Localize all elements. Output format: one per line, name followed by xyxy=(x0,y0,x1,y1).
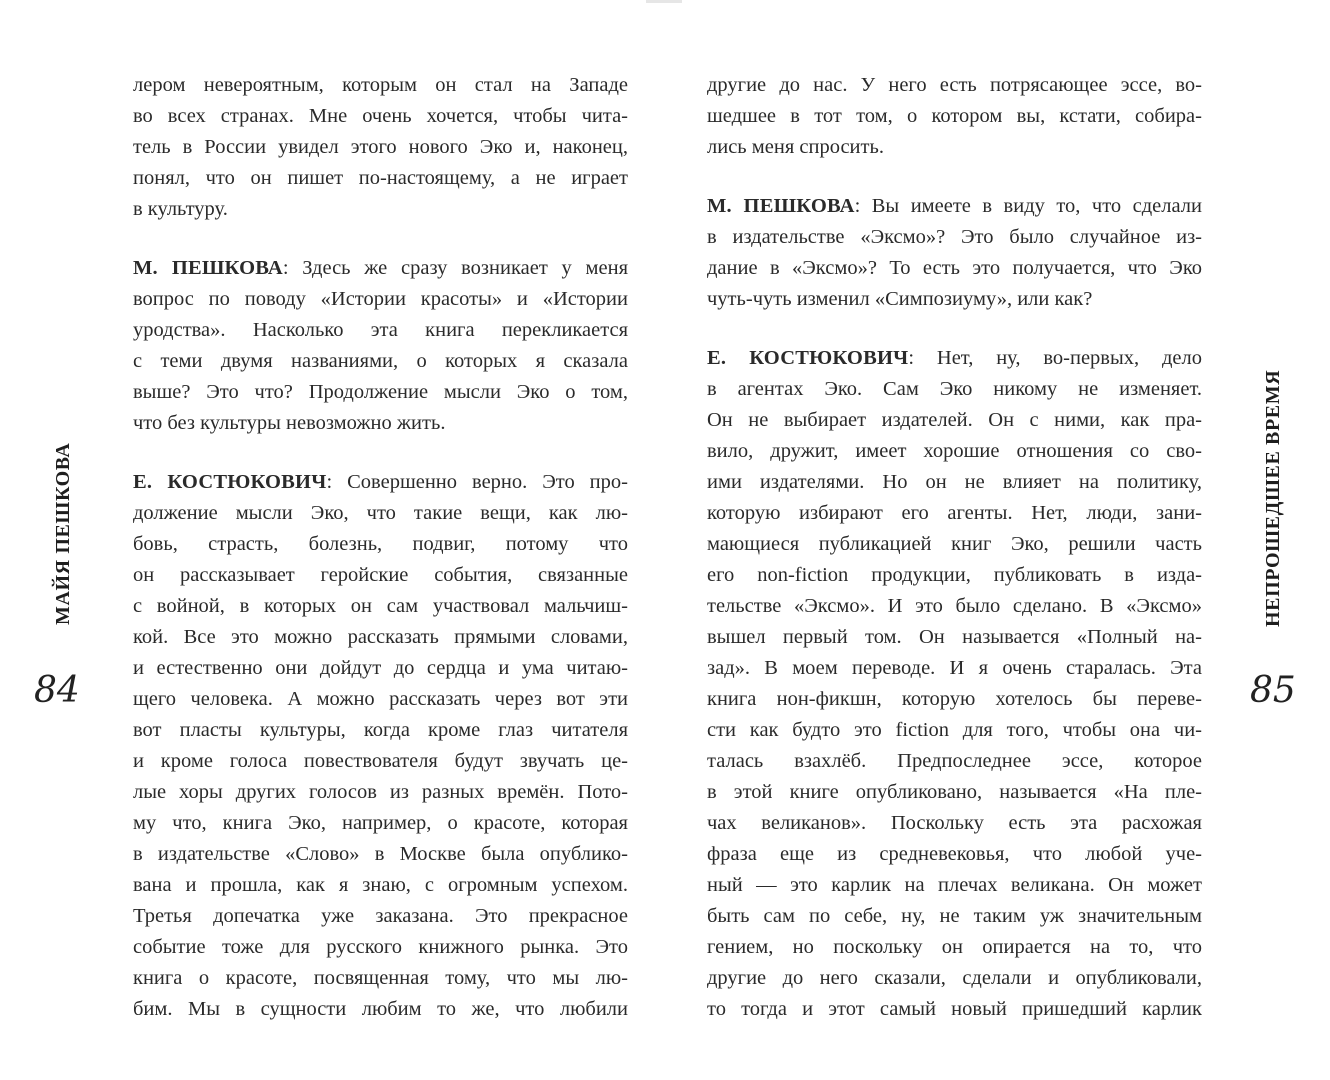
text-line xyxy=(133,101,628,132)
text-line xyxy=(707,343,1202,374)
left-page-text xyxy=(133,70,628,1025)
text-line xyxy=(707,684,1202,715)
text-line xyxy=(707,529,1202,560)
line-text: : Нет, ну, во-первых, дело xyxy=(908,347,1202,369)
text-line xyxy=(707,222,1202,253)
text-line xyxy=(707,870,1202,901)
line-text: лые хоры других голосов из разных времён. Пото- xyxy=(133,781,628,803)
line-text: вышел первый том. Он называется «Полный на- xyxy=(707,626,1202,648)
line-text: которую избирают его агенты. Нет, люди, зани- xyxy=(707,502,1202,524)
line-text: другие до нас. У него есть потрясающее эссе, во- xyxy=(707,74,1202,96)
line-text: чуть-чуть изменил «Симпозиуму», или как? xyxy=(707,288,1093,310)
page-number-right: 85 xyxy=(1250,670,1296,711)
speaker-name: М. ПЕШКОВА xyxy=(707,195,855,217)
line-text: то тогда и этот самый новый пришедший карлик xyxy=(707,998,1202,1020)
text-line xyxy=(133,808,628,839)
line-text: гением, но поскольку он опирается на то, что xyxy=(707,936,1202,958)
line-text: вило, дружит, имеет хорошие отношения со сво- xyxy=(707,440,1202,462)
paragraph-gap xyxy=(133,439,628,467)
right-page-text xyxy=(707,70,1202,1025)
text-line xyxy=(707,715,1202,746)
text-line xyxy=(133,377,628,408)
line-text: вана и прошла, как я знаю, с огромным успехом. xyxy=(133,874,628,896)
text-line xyxy=(133,622,628,653)
line-text: Третья допечатка уже заказана. Это прекрасное xyxy=(133,905,628,927)
line-text: вот пласты культуры, когда кроме глаз читателя xyxy=(133,719,628,741)
text-line xyxy=(707,560,1202,591)
line-text: и кроме голоса повествователя будут звучать це- xyxy=(133,750,628,772)
paragraph-gap xyxy=(133,225,628,253)
text-line xyxy=(133,408,628,439)
text-line xyxy=(133,560,628,591)
line-text: в культуру. xyxy=(133,198,228,220)
line-text: понял, что он пишет по-настоящему, а не играет xyxy=(133,167,628,189)
speaker-name: М. ПЕШКОВА xyxy=(133,257,283,279)
text-line xyxy=(707,932,1202,963)
text-line xyxy=(133,901,628,932)
speaker-name: Е. КОСТЮКОВИЧ xyxy=(133,471,327,493)
text-line xyxy=(133,529,628,560)
line-text: : Совершенно верно. Это про- xyxy=(326,471,628,493)
line-text: сти как будто это fiction для того, чтобы она чи- xyxy=(707,719,1202,741)
line-text: быть сам по себе, ну, не таким уж значительным xyxy=(707,905,1202,927)
line-text: в агентах Эко. Сам Эко никому не изменяет. xyxy=(707,378,1202,400)
text-line xyxy=(707,132,1202,163)
line-text: лером невероятным, которым он стал на Западе xyxy=(133,74,628,96)
page-number-left: 84 xyxy=(34,670,80,711)
running-head-right: НЕПРОШЕДШЕЕ ВРЕМЯ xyxy=(1262,369,1284,627)
text-line xyxy=(707,191,1202,222)
line-text: событие тоже для русского книжного рынка. Это xyxy=(133,936,628,958)
spine-mark xyxy=(646,0,682,3)
line-text: выше? Это что? Продолжение мысли Эко о том, xyxy=(133,381,628,403)
text-line xyxy=(707,746,1202,777)
line-text: его non-fiction продукции, публиковать в изда- xyxy=(707,564,1202,586)
text-line xyxy=(707,839,1202,870)
text-line xyxy=(133,194,628,225)
line-text: фраза еще из средневековья, что любой уче- xyxy=(707,843,1202,865)
line-text: Он не выбирает издателей. Он с ними, как пра- xyxy=(707,409,1202,431)
line-text: он рассказывает геройские события, связанные xyxy=(133,564,628,586)
line-text: шедшее в тот том, о котором вы, кстати, собира- xyxy=(707,105,1202,127)
text-line xyxy=(707,653,1202,684)
text-line xyxy=(133,870,628,901)
line-text: ный — это карлик на плечах великана. Он может xyxy=(707,874,1202,896)
text-line xyxy=(707,777,1202,808)
line-text: чах великанов». Поскольку есть эта расхожая xyxy=(707,812,1202,834)
text-line xyxy=(133,163,628,194)
line-text: зад». В моем переводе. И я очень старалась. Эта xyxy=(707,657,1202,679)
line-text: му что, книга Эко, например, о красоте, которая xyxy=(133,812,628,834)
line-text: в издательстве «Слово» в Москве была опублико- xyxy=(133,843,628,865)
text-line xyxy=(707,808,1202,839)
line-text: уродства». Насколько эта книга перекликается xyxy=(133,319,628,341)
text-line xyxy=(133,746,628,777)
line-text: тельстве «Эксмо». И это было сделано. В «Эксмо» xyxy=(707,595,1202,617)
line-text: дание в «Эксмо»? То есть это получается, что Эко xyxy=(707,257,1202,279)
line-text: должение мысли Эко, что такие вещи, как лю- xyxy=(133,502,628,524)
line-text: мающиеся публикацией книг Эко, решили часть xyxy=(707,533,1202,555)
text-line xyxy=(707,467,1202,498)
text-line xyxy=(133,684,628,715)
text-line xyxy=(707,436,1202,467)
paragraph-gap xyxy=(707,315,1202,343)
line-text: книга нон-фикшн, которую хотелось бы переве- xyxy=(707,688,1202,710)
text-line xyxy=(133,70,628,101)
text-line xyxy=(133,315,628,346)
text-line xyxy=(707,591,1202,622)
line-text: с теми двумя названиями, о которых я сказала xyxy=(133,350,628,372)
text-line xyxy=(133,777,628,808)
line-text: бим. Мы в сущности любим то же, что любили xyxy=(133,998,628,1020)
text-line xyxy=(133,653,628,684)
text-line xyxy=(133,253,628,284)
line-text: тель в России увидел этого нового Эко и, наконец, xyxy=(133,136,628,158)
text-line xyxy=(707,101,1202,132)
line-text: что без культуры невозможно жить. xyxy=(133,412,446,434)
line-text: вопрос по поводу «Истории красоты» и «Истории xyxy=(133,288,628,310)
line-text: талась взахлёб. Предпоследнее эссе, которое xyxy=(707,750,1202,772)
speaker-name: Е. КОСТЮКОВИЧ xyxy=(707,347,909,369)
text-line xyxy=(133,839,628,870)
paragraph-gap xyxy=(707,163,1202,191)
text-line xyxy=(133,591,628,622)
text-line xyxy=(707,374,1202,405)
line-text: другие до него сказали, сделали и опубликовали, xyxy=(707,967,1202,989)
text-line xyxy=(707,253,1202,284)
text-line xyxy=(133,132,628,163)
text-line xyxy=(707,994,1202,1025)
line-text: лись меня спросить. xyxy=(707,136,884,158)
line-text: в издательстве «Эксмо»? Это было случайное из- xyxy=(707,226,1202,248)
line-text: в этой книге опубликовано, называется «На пле- xyxy=(707,781,1202,803)
text-line xyxy=(707,405,1202,436)
text-line xyxy=(707,901,1202,932)
text-line xyxy=(133,963,628,994)
line-text: книга о красоте, посвященная тому, что мы лю- xyxy=(133,967,628,989)
text-line xyxy=(133,994,628,1025)
text-line xyxy=(707,963,1202,994)
line-text: с войной, в которых он сам участвовал мальчиш- xyxy=(133,595,628,617)
line-text: : Здесь же сразу возникает у меня xyxy=(282,257,628,279)
line-text: бовь, страсть, болезнь, подвиг, потому что xyxy=(133,533,628,555)
text-line xyxy=(707,284,1202,315)
text-line xyxy=(707,498,1202,529)
text-line xyxy=(133,467,628,498)
line-text: и естественно они дойдут до сердца и ума читаю- xyxy=(133,657,628,679)
line-text: кой. Все это можно рассказать прямыми словами, xyxy=(133,626,628,648)
text-line xyxy=(133,715,628,746)
line-text: : Вы имеете в виду то, что сделали xyxy=(854,195,1202,217)
line-text: щего человека. А можно рассказать через вот эти xyxy=(133,688,628,710)
text-line xyxy=(133,932,628,963)
line-text: ими издателями. Но он не влияет на политику, xyxy=(707,471,1202,493)
line-text: во всех странах. Мне очень хочется, чтобы чита- xyxy=(133,105,628,127)
text-line xyxy=(707,622,1202,653)
text-line xyxy=(133,498,628,529)
text-line xyxy=(133,284,628,315)
text-line xyxy=(707,70,1202,101)
running-head-left: МАЙЯ ПЕШКОВА xyxy=(52,442,74,625)
text-line xyxy=(133,346,628,377)
